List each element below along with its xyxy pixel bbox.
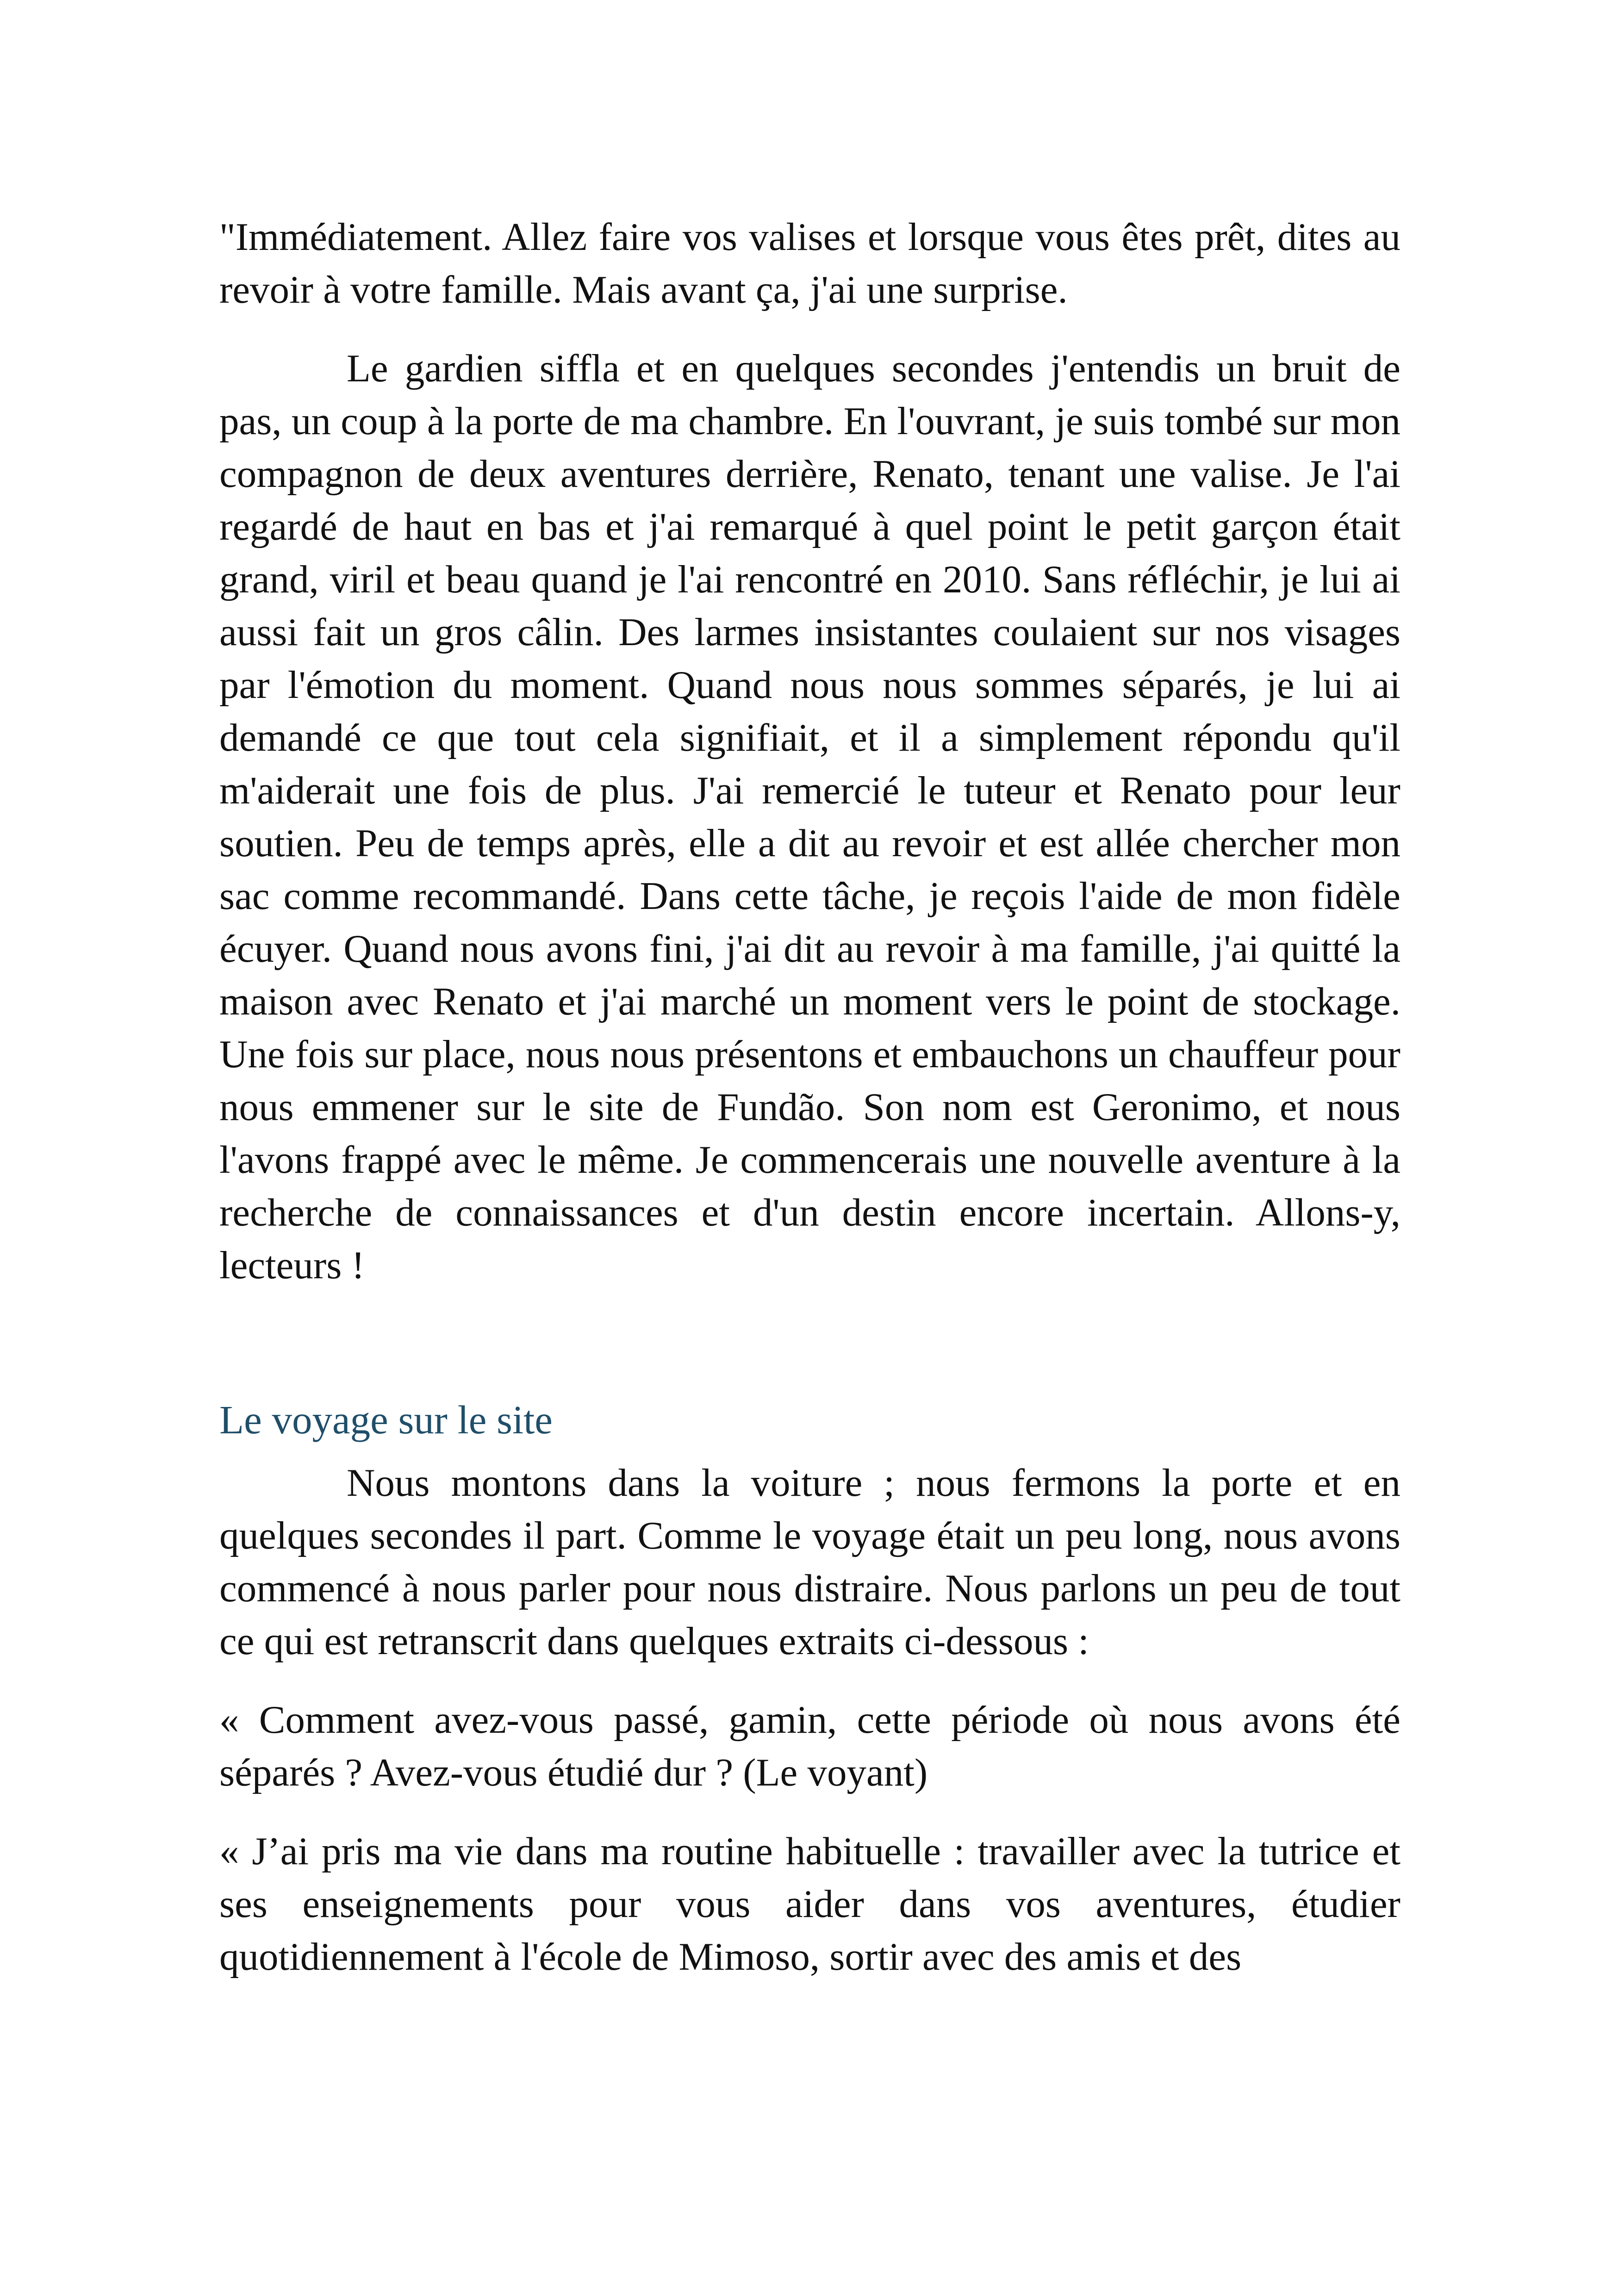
section-heading: Le voyage sur le site — [219, 1397, 553, 1442]
paragraph-opening-quote: "Immédiatement. Allez faire vos valises et lorsque vous êtes prêt, dites au revoir à votre famille. Mais avant ça, j'ai une surprise. — [219, 215, 1400, 311]
paragraph-dialogue-answer: « J’ai pris ma vie dans ma routine habituelle : travailler avec la tutrice et ses enseignements pour vous aider dans vos aventures, étudier quotidiennement à l'école de Mimoso, sortir avec des amis et des — [219, 1829, 1400, 1979]
paragraph-car-trip: Nous montons dans la voiture ; nous fermons la porte et en quelques secondes il part. Comme le voyage était un peu long, nous avons commencé à nous parler pour nous distraire. Nous parlons un peu de tout ce qui est retranscrit dans quelques extraits ci-dessous : — [219, 1461, 1400, 1663]
paragraph-guardian-whistle: Le gardien siffla et en quelques secondes j'entendis un bruit de pas, un coup à la porte de ma chambre. En l'ouvrant, je suis tombé sur mon compagnon de deux aventures derrière, Renato, tenant une valise. Je l'ai regardé de haut en bas et j'ai remarqué à quel point le petit garçon était grand, viril et beau quand je l'ai rencontré en 2010. Sans réfléchir, je lui ai aussi fait un gros câlin. Des larmes insistantes coulaient sur nos visages par l'émotion du moment. Quand nous nous sommes séparés, je lui ai demandé ce que tout cela signifiait, et il a simplement répondu qu'il m'aiderait une fois de plus. J'ai remercié le tuteur et Renato pour leur soutien. Peu de temps après, elle a dit au revoir et est allée chercher mon sac comme recommandé. Dans cette tâche, je reçois l'aide de mon fidèle écuyer. Quand nous avons fini, j'ai dit au revoir à ma famille, j'ai quitté la maison avec Renato et j'ai marché un moment vers le point de stockage. Une fois sur place, nous nous présentons et embauchons un chauffeur pour nous emmener sur le site de Fundão. Son nom est Geronimo, et nous l'avons frappé avec le même. Je commencerais une nouvelle aventure à la recherche de connaissances et d'un destin encore incertain. Allons-y, lecteurs ! — [219, 347, 1400, 1287]
page-body — [219, 211, 1400, 1983]
paragraph-dialogue-question: « Comment avez-vous passé, gamin, cette période où nous avons été séparés ? Avez-vous étudié dur ? (Le voyant) — [219, 1698, 1400, 1794]
